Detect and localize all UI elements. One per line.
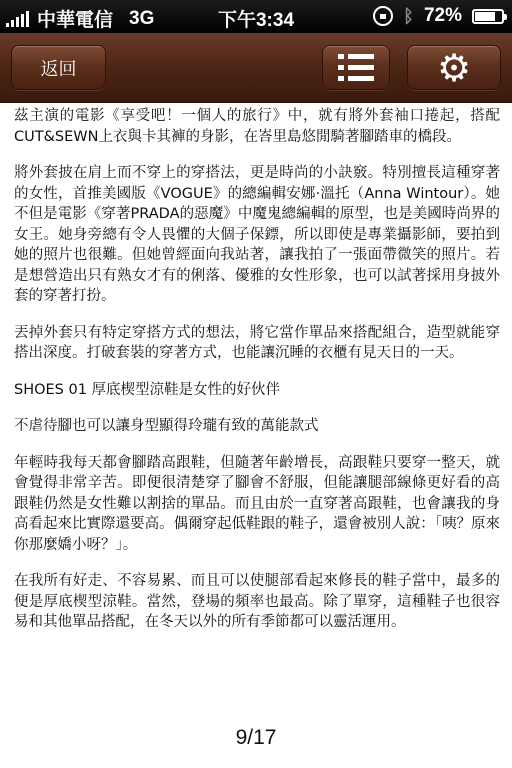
settings-button[interactable] bbox=[407, 45, 501, 90]
article-paragraph: 茲主演的電影《享受吧！一個人的旅行》中，就有將外套袖口捲起，搭配CUT&SEWN上衣與卡其褲的身影，在峇里島悠閒騎著腳踏車的橋段。 bbox=[14, 108, 500, 145]
section-heading: SHOES 01 厚底楔型涼鞋是女性的好伙伴 bbox=[14, 381, 281, 398]
status-bar bbox=[0, 0, 512, 33]
table-of-contents-button[interactable] bbox=[322, 45, 390, 90]
network-type: 3G bbox=[129, 7, 155, 29]
page-indicator: 9/17 bbox=[235, 726, 277, 749]
gear-icon: ⚙ bbox=[436, 45, 472, 90]
carrier-name: 中華電信 bbox=[37, 10, 114, 31]
article-paragraph: 年輕時我每天都會腳踏高跟鞋，但隨著年齡增長，高跟鞋只要穿一整天，就會覺得非常辛苦。即便很清楚穿了腳會不舒服，但能讓腿部線條更好看的高跟鞋仍然是女性難以割捨的單品。而且由於一直穿著高跟鞋，也會讓我的身高看起來比實際還要高。偶爾穿起低鞋跟的鞋子，還會被別人說：「咦？原來你那麼嬌小呀？」。 bbox=[14, 454, 500, 553]
back-button[interactable]: 返回 bbox=[11, 45, 106, 90]
article-text bbox=[14, 106, 500, 649]
bluetooth-icon: ᛒ bbox=[403, 5, 414, 26]
rotation-lock-icon bbox=[373, 6, 393, 26]
status-time: 下午3:34 bbox=[217, 10, 295, 31]
article-paragraph: 將外套披在肩上而不穿上的穿搭法，更是時尚的小訣竅。特別擅長這種穿著的女性，首推美國版《VOGUE》的總編輯安娜·溫托（Anna Wintour）。她不但是電影《穿著PRADA的惡魔》中魔鬼總編輯的原型，也是美國時尚界的女王。她身旁總有令人畏懼的大個子保鏢，所以即使是專業攝影師，要拍到她的照片也很難。但她曾經面向我站著，讓我拍了一張面帶微笑的照片。若是想營造出只有熟女才有的俐落、優雅的女性形象，也可以試著採用身披外套的穿著打扮。 bbox=[14, 165, 500, 304]
list-icon bbox=[338, 54, 374, 82]
article-paragraph: 在我所有好走、不容易累、而且可以使腿部看起來修長的鞋子當中，最多的便是厚底楔型涼鞋。當然，登場的頻率也最高。除了單穿，這種鞋子也很容易和其他單品搭配，在冬天以外的所有季節都可以靈活運用。 bbox=[14, 573, 500, 630]
battery-fill bbox=[475, 12, 495, 21]
status-right-group bbox=[373, 5, 504, 27]
battery-percent: 72% bbox=[423, 5, 462, 26]
navigation-bar bbox=[0, 33, 512, 103]
section-subheading: 不虐待腳也可以讓身型顯得玲瓏有致的萬能款式 bbox=[14, 418, 319, 434]
battery-icon bbox=[472, 9, 504, 24]
article-paragraph: 丟掉外套只有特定穿搭方式的想法，將它當作單品來搭配組合，造型就能穿搭出深度。打破套裝的穿著方式，也能讓沉睡的衣櫃有見天日的一天。 bbox=[14, 324, 500, 361]
